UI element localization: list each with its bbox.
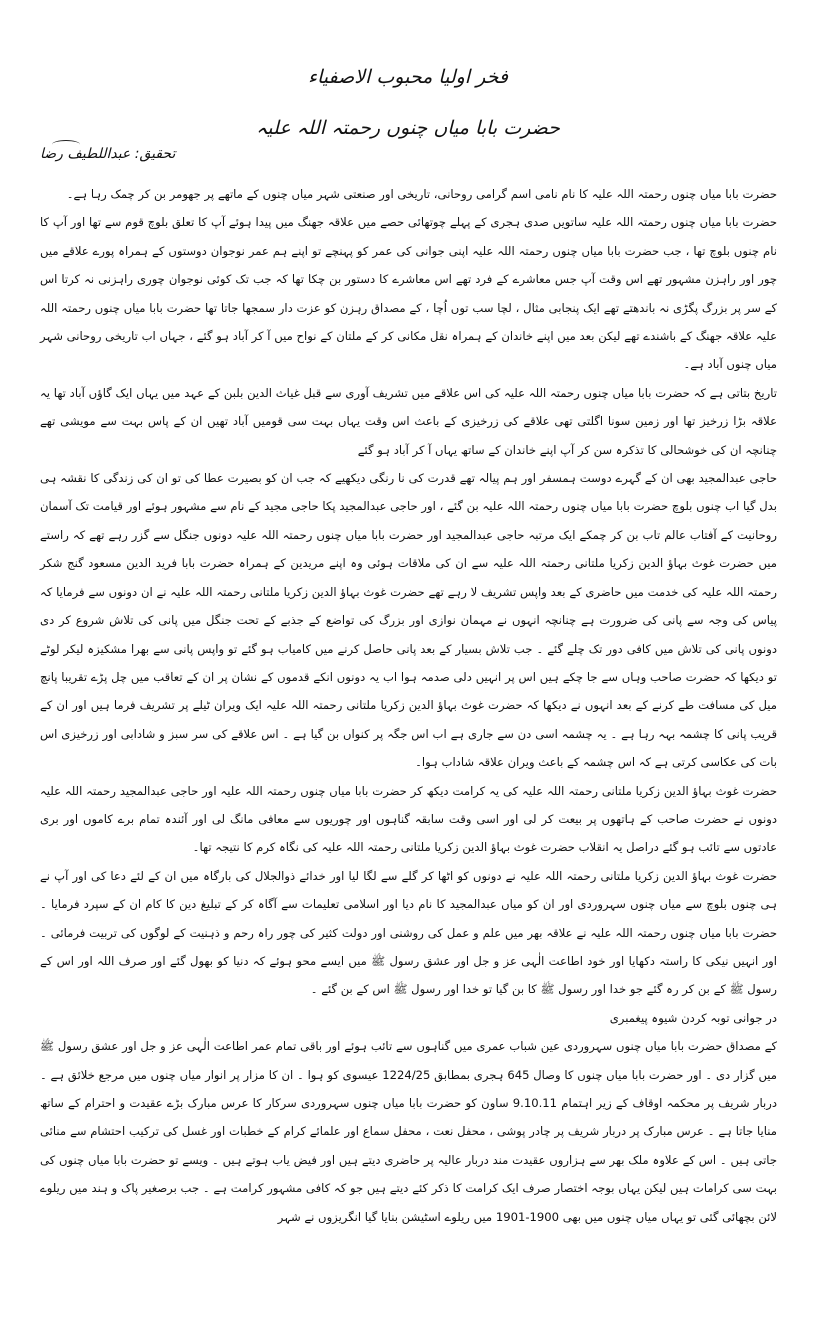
paragraph-miracle: حاجی عبدالمجید بھی ان کے گہرے دوست ہمسفر اور ہم پیالہ تھے قدرت کی نا رنگی دیکھیے کہ جب ان کو بصیرت عطا کی تو ان کی زندگی کا نقشہ ہی بدل گیا اب چنوں بلوچ حضرت بابا میاں چنوں رحمتہ اللہ علیہ بن گئے ، اور حاجی عبدالمجید پکا حاجی مجید کے نام سے مشہور ہوئے اور قیامت تک آسمان روحانیت کے آفتاب عالم تاب بن کر چمکے ایک مرتبہ حاجی عبدالمجید اور حضرت بابا میاں چنوں رحمتہ اللہ علیہ دونوں جنگل سے گزر رہے تھے کہ راستے میں حضرت غوث بہاؤ الدین زکریا ملتانی رحمتہ اللہ علیہ سے ان کی ملاقات ہوئی وہ اپنے مریدین کے ہمراہ حضرت بابا فرید الدین مسعود گنج شکر رحمتہ اللہ علیہ کی خدمت میں حاضری کے بعد واپس تشریف لا رہے تھے حضرت غوث بہاؤ الدین زکریا ملتانی رحمتہ اللہ علیہ نے ان دونوں سے فرمایا کہ پیاس کی وجہ سے پانی کی ضرورت ہے چنانچہ انہوں نے مہمان نوازی اور بزرگ کی تواضع کے جذبے کے تحت جنگل میں پانی کی تلاش شروع کر دی دونوں پانی کی تلاش میں کافی دور تک چلے گئے ۔ جب تلاش بسیار کے بعد پانی حاصل کرنے میں کامیاب ہو گئے تو واپس پانی سے بھرا مشکیزہ لیکر لوٹے تو دیکھا کہ حضرت صاحب وہاں سے جا چکے ہیں اس پر انہیں دلی صدمہ ہوا اب یہ دونوں انکے قدموں کے نشان پر ان کے تعاقب میں چل پڑے تقریبا پانچ میل کی مسافت طے کرنے کے بعد انہوں نے دیکھا کہ حضرت غوث بہاؤ الدین زکریا ملتانی رحمتہ اللہ علیہ ایک ویران ٹیلے پر تشریف فرما ہیں اور ان کے قریب پانی کا چشمہ بہہ رہا ہے ۔ یہ چشمہ اسی دن سے جاری ہے اب اس جگہ پر کنواں بن گیا ہے ۔ اس علاقے کی سر سبز و شادابی اور زرخیزی اس بات کی عکاسی کرتی ہے کہ اس چشمہ کے باعث ویران علاقہ شاداب ہوا۔ [40, 471, 777, 770]
paragraph-history: تاریخ بتاتی ہے کہ حضرت بابا میاں چنوں رحمتہ اللہ علیہ کی اس علاقے میں تشریف آوری سے قبل غیاث الدین بلبن کے عہد میں یہاں ایک گاؤں آباد تھا یہ علاقہ بڑا زرخیز تھا اور زمین سونا اگلتی تھی علاقے کی زرخیزی کے باعث اس وقت یہاں بہت سی قومیں آباد تھیں ان کے پاس بہت سے مویشی تھے چنانچہ ان کی خوشحالی کا تذکرہ سن کر آپ اپنے خاندان کے ساتھ یہاں آ کر آباد ہو گئے [40, 385, 777, 457]
verse-line: در جوانی توبہ کردن شیوہ پیغمبری [609, 1010, 777, 1025]
paragraph-intro: حضرت بابا میاں چنوں رحمتہ اللہ علیہ کا نام نامی اسم گرامی روحانی، تاریخی اور صنعتی شہر میاں چنوں کے ماتھے پر جھومر بن کر چمک رہا ہے۔ [66, 187, 777, 201]
paragraph-urs: کے مصداق حضرت بابا میاں چنوں سہروردی عین شباب عمری میں گناہوں سے تائب ہوئے اور باقی تمام عمر اطاعت الٰہی عز و جل اور عشق رسول ﷺ میں گزار دی ۔ اور حضرت بابا میاں چنوں کا وصال 645 ہجری بمطابق 1224/25 عیسوی کو ہوا ۔ ان کا مزار پر انوار میاں چنوں میں مرجع خلائق ہے ۔ دربار شریف پر محکمہ اوقاف کے زیر اہتمام 9.10.11 ساون کو حضرت بابا میاں چنوں سہروردی سرکار کا عرس مبارک بڑے عقیدت و احترام کے ساتھ منایا جاتا ہے ۔ عرس مبارک پر دربار شریف پر چادر پوشی ، محفل نعت ، محفل سماع اور علمائے کرام کے خطبات اور غسل کی ترکیب احتشام سے منائی جاتی ہیں ۔ اس کے علاوہ ملک بھر سے ہزاروں عقیدت مند دربار عالیہ پر حاضری دیتے ہیں اور فیض یاب ہوتے ہیں ۔ ویسے تو حضرت بابا میاں چنوں کی بہت سی کرامات ہیں لیکن یہاں بوجہ اختصار صرف ایک کرامت کا ذکر کئے دیتے ہیں جو کہ کافی مشہور کرامت ہے ۔ جب برصغیر پاک و ہند میں ریلوے لائن بچھائی گئی تو یہاں میاں چنوں میں بھی 1900-1901 میں ریلوے اسٹیشن بنایا گیا انگریزوں نے شہر [40, 1039, 778, 1224]
document-subtitle: حضرت بابا میاں چنوں رحمتہ اللہ علیہ [256, 117, 560, 139]
author-line: تحقیق: عبداللطیف رضا [40, 146, 176, 162]
article-body [40, 180, 777, 1231]
paragraph-birth: حضرت بابا میاں چنوں رحمتہ اللہ علیہ ساتویں صدی ہجری کے پہلے چوتھائی حصے میں علاقہ جھنگ میں پیدا ہوئے آپ کا تعلق بلوچ قوم سے تھا اور آپ کا نام چنوں بلوچ تھا ، جب حضرت بابا میاں چنوں رحمتہ اللہ علیہ اپنی جوانی کی عمر کو پہنچے تو اپنے ہم عمر نوجوان دوستوں کے ہمراہ پورے علاقے میں چور اور راہزن مشہور تھے اس وقت آپ جس معاشرے کے فرد تھے اس معاشرے کا دستور بن چکا تھا کہ جب تک کوئی نوجوان چوری راہزنی نہ کرتا اس کے سر پر بزرگ پگڑی نہ باندھتے تھے ایک پنجابی مثال ، لچا سب توں اُچا ، کے مصداق رہزن کو عزت دار سمجھا جاتا تھا حضرت بابا میاں چنوں رحمتہ اللہ علیہ علاقہ جھنگ کے باشندے تھے لیکن بعد میں اپنے خاندان کے ہمراہ نقل مکانی کر کے ملتان کے نواح میں آ کر آباد ہو گئے ، جہاں اب تاریخی روحانی شہر میاں چنوں آباد ہے۔ [40, 215, 777, 372]
document-title: فخر اولیا محبوب الاصفیاء [308, 66, 508, 88]
paragraph-bayat: حضرت غوث بہاؤ الدین زکریا ملتانی رحمتہ اللہ علیہ کی یہ کرامت دیکھ کر حضرت بابا میاں چنوں رحمتہ اللہ علیہ اور حاجی عبدالمجید رحمتہ اللہ علیہ دونوں نے حضرت صاحب کے ہاتھوں پر بیعت کر لی اور اسی وقت سابقہ گناہوں اور چوریوں سے معافی مانگ لی اور آئندہ تمام برے کاموں اور بری عادتوں سے تائب ہو گئے دراصل یہ انقلاب حضرت غوث بہاؤ الدین زکریا ملتانی رحمتہ اللہ علیہ کی نگاہ کرم کا نتیجہ تھا۔ [40, 783, 777, 855]
paragraph-teaching: حضرت غوث بہاؤ الدین زکریا ملتانی رحمتہ اللہ علیہ نے دونوں کو اٹھا کر گلے سے لگا لیا اور خدائے ذوالجلال کی بارگاہ میں ان کے لئے دعا کی اور آپ نے ہی چنوں بلوچ سے میاں چنوں سہروردی اور ان کو میاں عبدالمجید کا نام دیا اور اسلامی تعلیمات سے آگاہ کر کے تبلیغ دین کا کام ان کے سپرد فرمایا ۔ حضرت بابا میاں چنوں رحمتہ اللہ علیہ نے علاقہ بھر میں علم و عمل کی روشنی اور دولت کثیر کی چور راہ رحم و ذہنیت کے لوگوں کی تربیت فرمائی ۔ اور انہیں نیکی کا راستہ دکھایا اور خود اطاعت الٰہی عز و جل اور عشق رسول ﷺ میں ایسے محو ہوئے کہ دنیا کو بھول گئے اور صرف اللہ اور اس کے رسول ﷺ کے بن کر رہ گئے جو خدا اور رسول ﷺ کا بن گیا تو خدا اور رسول ﷺ اس کے بن گئے ۔ [40, 868, 777, 997]
